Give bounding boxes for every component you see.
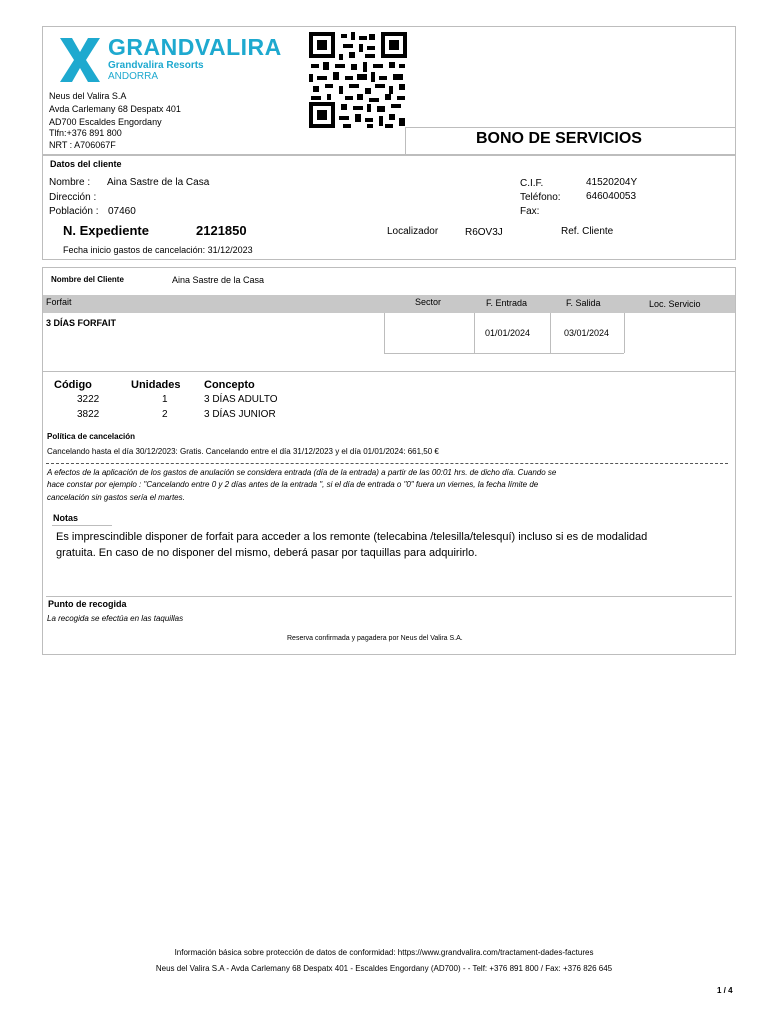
row-divider-4 (624, 313, 625, 353)
row-bottom-line (384, 353, 624, 354)
brand-region: ANDORRA (108, 71, 159, 82)
items-header-unidades: Unidades (131, 379, 181, 391)
politica-text: Cancelando hasta el día 30/12/2023: Gratis. Cancelando entre el día 31/12/2023 y el día 01/01/2024: 661,50 € (47, 447, 439, 456)
items-header-concepto: Concepto (204, 379, 255, 391)
recogida-heading: Punto de recogida (48, 599, 127, 609)
x-logo-icon (58, 38, 102, 82)
aviso-line-1: A efectos de la aplicación de los gastos de anulación se considera entrada (día de la entrada) a partir de las 00:01 hrs. de dicho día. Cuando se (47, 468, 557, 477)
item-2-unidades: 2 (162, 409, 168, 420)
cif-label: C.I.F. (520, 178, 544, 189)
dashed-separator (46, 463, 728, 464)
row-divider-3 (550, 313, 551, 353)
recogida-text: La recogida se efectúa en las taquillas (47, 614, 184, 623)
aviso-line-2: hace constar por ejemplo : "Cancelando entre 0 y 2 días antes de la entrada ", si el día de entrada o "0" fuera un viernes, la fecha límite de (47, 480, 539, 489)
fax-label: Fax: (520, 206, 540, 217)
client-section-heading: Datos del cliente (50, 159, 122, 169)
ref-cliente-label: Ref. Cliente (561, 226, 614, 237)
row-entrada: 01/01/2024 (485, 328, 531, 338)
item-1-unidades: 1 (162, 394, 168, 405)
row-divider-2 (474, 313, 475, 353)
brand-name: GRANDVALIRA (108, 34, 282, 60)
company-line-3: AD700 Escaldes Engordany (49, 117, 162, 127)
reserva-text: Reserva confirmada y pagadera por Neus del Valira S.A. (287, 635, 463, 642)
row-divider-1 (384, 313, 385, 353)
item-2-codigo: 3822 (77, 409, 100, 420)
politica-heading: Política de cancelación (47, 432, 136, 441)
header-sector: Sector (415, 297, 442, 307)
expediente-label: N. Expediente (63, 223, 149, 238)
row-forfait: 3 DÍAS FORFAIT (46, 318, 117, 328)
localizador-label: Localizador (387, 226, 439, 237)
aviso-line-3: cancelación sin gastos sería el martes. (47, 493, 185, 502)
company-line-1: Neus del Valira S.A (49, 91, 127, 101)
footer-line-2: Neus del Valira S.A - Avda Carlemany 68 Despatx 401 - Escaldes Engordany (AD700) - - Telf: +376 891 800 / Fax: +376 826 645 (155, 964, 613, 973)
notas-line-2: gratuita. En caso de no disponer del mismo, deberá pasar por taquillas para adquirirlo. (56, 547, 478, 559)
header-forfait: Forfait (46, 297, 72, 307)
direccion-label: Dirección : (49, 192, 97, 203)
header-divider-vertical (405, 127, 406, 155)
poblacion-label: Población : (49, 206, 99, 217)
company-line-2: Avda Carlemany 68 Despatx 401 (49, 104, 181, 114)
section-divider-1 (43, 371, 735, 372)
footer-line-1: Información básica sobre protección de datos de conformidad: https://www.grandvalira.com/tractament-dades-factures (174, 948, 594, 957)
recogida-top-line (46, 596, 732, 597)
fecha-cancelacion: Fecha inicio gastos de cancelación: 31/12/2023 (63, 245, 253, 255)
header-salida: F. Salida (566, 298, 601, 308)
item-2-concepto: 3 DÍAS JUNIOR (204, 409, 276, 420)
row-salida: 03/01/2024 (564, 328, 610, 338)
page-number: 1 / 4 (717, 986, 733, 995)
nombre-cliente-label: Nombre del Cliente (51, 275, 124, 284)
nombre-cliente-value: Aina Sastre de la Casa (172, 275, 265, 285)
notas-line-1: Es imprescindible disponer de forfait para acceder a los remonte (telecabina /telesilla/telesquí) incluso si es de modalidad (56, 531, 648, 543)
nombre-value: Aina Sastre de la Casa (107, 177, 210, 188)
localizador-value: R6OV3J (465, 227, 503, 238)
cif-value: 41520204Y (586, 177, 638, 188)
brand-subtitle: Grandvalira Resorts (108, 60, 204, 71)
company-line-5: NRT : A706067F (49, 140, 116, 150)
header-entrada: F. Entrada (486, 298, 528, 308)
forfait-table-header (43, 295, 735, 313)
doc-title: BONO DE SERVICIOS (476, 130, 642, 147)
item-1-concepto: 3 DÍAS ADULTO (204, 394, 278, 405)
company-line-4: Tlfn:+376 891 800 (49, 128, 122, 138)
notas-heading: Notas (53, 513, 79, 523)
telefono-value: 646040053 (586, 191, 637, 202)
item-1-codigo: 3222 (77, 394, 100, 405)
header-loc-servicio: Loc. Servicio (649, 299, 701, 309)
telefono-label: Teléfono: (520, 192, 561, 203)
items-header-codigo: Código (54, 379, 92, 391)
poblacion-value: 07460 (108, 206, 136, 217)
expediente-value: 2121850 (196, 223, 247, 238)
brand-logo (58, 34, 282, 84)
header-divider-horizontal (405, 127, 736, 128)
qr-code-icon (309, 32, 407, 128)
notas-underline (52, 525, 112, 526)
nombre-label: Nombre : (49, 177, 91, 188)
